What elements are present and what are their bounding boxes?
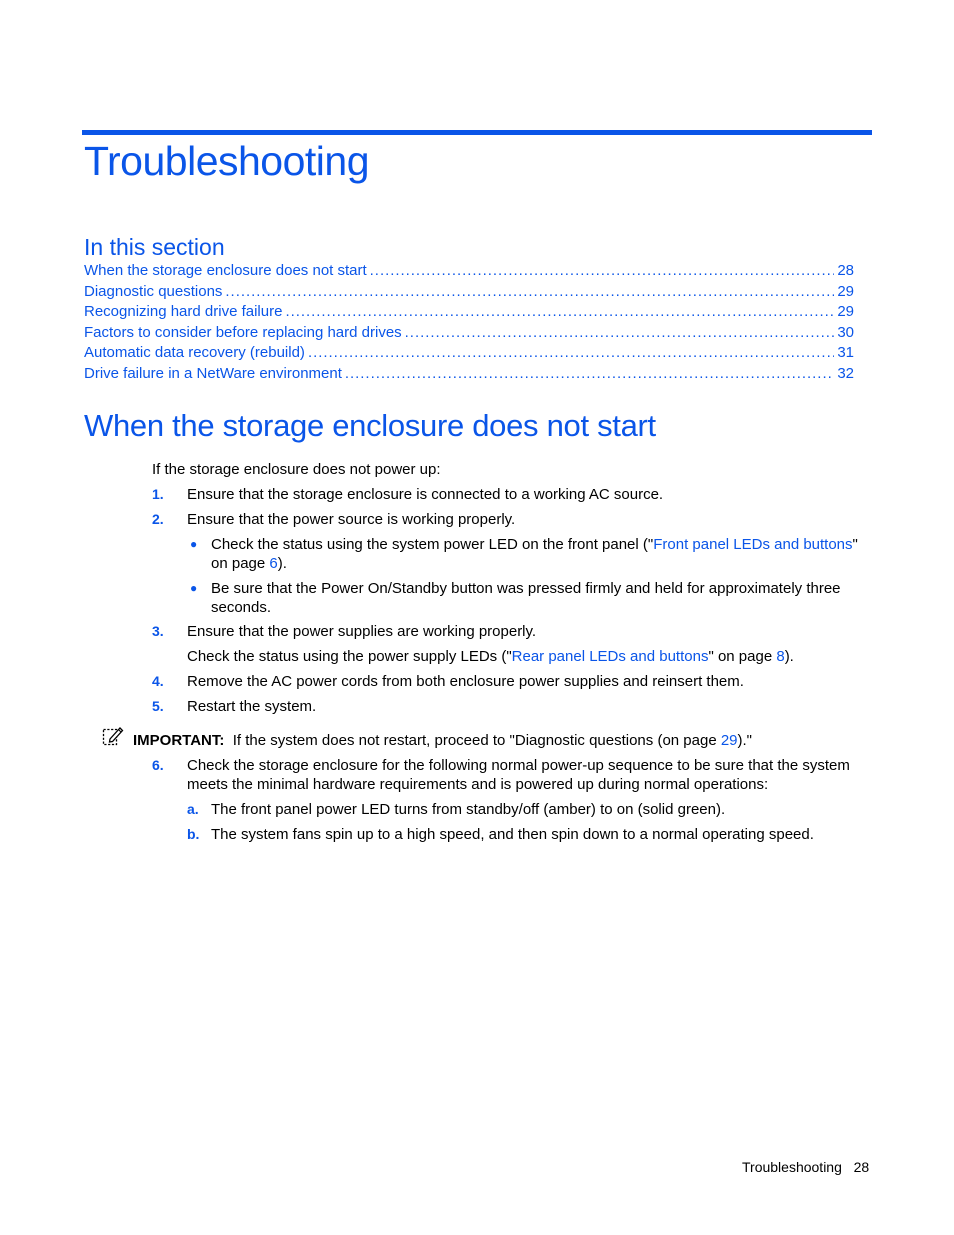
important-label: IMPORTANT: — [133, 732, 225, 749]
step-text: Ensure that the storage enclosure is connected to a working AC source. — [187, 486, 664, 503]
toc-entry[interactable]: Automatic data recovery (rebuild) . . . 31 — [84, 344, 854, 365]
step-number: 4. — [152, 673, 164, 689]
step-note: Check the status using the power supply LEDs ("Rear panel LEDs and buttons" on page 8). — [187, 648, 794, 665]
step-text: Remove the AC power cords from both enclosure power supplies and reinsert them. — [187, 673, 744, 690]
toc-entry[interactable]: Recognizing hard drive failure . . . 29 — [84, 303, 854, 324]
rear-panel-link[interactable]: Rear panel LEDs and buttons — [511, 648, 709, 665]
step-number: 1. — [152, 486, 164, 502]
toc-heading: In this section — [84, 234, 225, 260]
page-link[interactable]: 29 — [720, 732, 738, 749]
substep-text: The system fans spin up to a high speed, and then spin down to a normal operating speed. — [211, 826, 814, 843]
toc-entry[interactable]: Drive failure in a NetWare environment . . . 32 — [84, 365, 854, 386]
step-number: 5. — [152, 698, 164, 714]
step-text: Ensure that the power source is working properly. — [187, 511, 516, 528]
important-icon — [102, 725, 124, 747]
substep-letter: a. — [187, 801, 199, 817]
step-number: 6. — [152, 757, 164, 773]
toc-entry[interactable]: Factors to consider before replacing hard drives . . . 30 — [84, 324, 854, 345]
substep-letter: b. — [187, 826, 200, 842]
chapter-rule — [82, 130, 872, 135]
bullet-text: Be sure that the Power On/Standby button was pressed firmly and held for approximately three seconds. — [211, 580, 841, 616]
toc — [84, 262, 854, 386]
important-note: IMPORTANT: If the system does not restart, proceed to "Diagnostic questions (on page 29)." — [133, 732, 753, 749]
step-number: 2. — [152, 511, 164, 527]
bullet-icon: ● — [190, 581, 198, 595]
toc-entry[interactable]: When the storage enclosure does not start . . . 28 — [84, 262, 854, 283]
step-number: 3. — [152, 623, 164, 639]
footer-section: Troubleshooting — [742, 1159, 842, 1175]
bullet-text: Check the status using the system power LED on the front panel ("Front panel LEDs and buttons" on page 6). — [211, 536, 858, 572]
chapter-title: Troubleshooting — [84, 138, 370, 184]
substep-text: The front panel power LED turns from standby/off (amber) to on (solid green). — [211, 801, 726, 818]
page-footer — [742, 1159, 869, 1175]
step-text: Ensure that the power supplies are working properly. — [187, 623, 537, 640]
section-title: When the storage enclosure does not start — [84, 408, 656, 443]
page-link[interactable]: 6 — [269, 555, 278, 572]
bullet-icon: ● — [190, 537, 198, 551]
step-text: Restart the system. — [187, 698, 317, 715]
intro-text: If the storage enclosure does not power up: — [152, 461, 441, 478]
footer-page-number: 28 — [853, 1159, 870, 1175]
front-panel-link[interactable]: Front panel LEDs and buttons — [653, 536, 853, 553]
page-link[interactable]: 8 — [776, 648, 785, 665]
step-text: Check the storage enclosure for the following normal power-up sequence to be sure that the system meets the minimal hardware requirements and is powered up during normal operations: — [187, 757, 850, 793]
toc-entry[interactable]: Diagnostic questions . . . 29 — [84, 283, 854, 304]
